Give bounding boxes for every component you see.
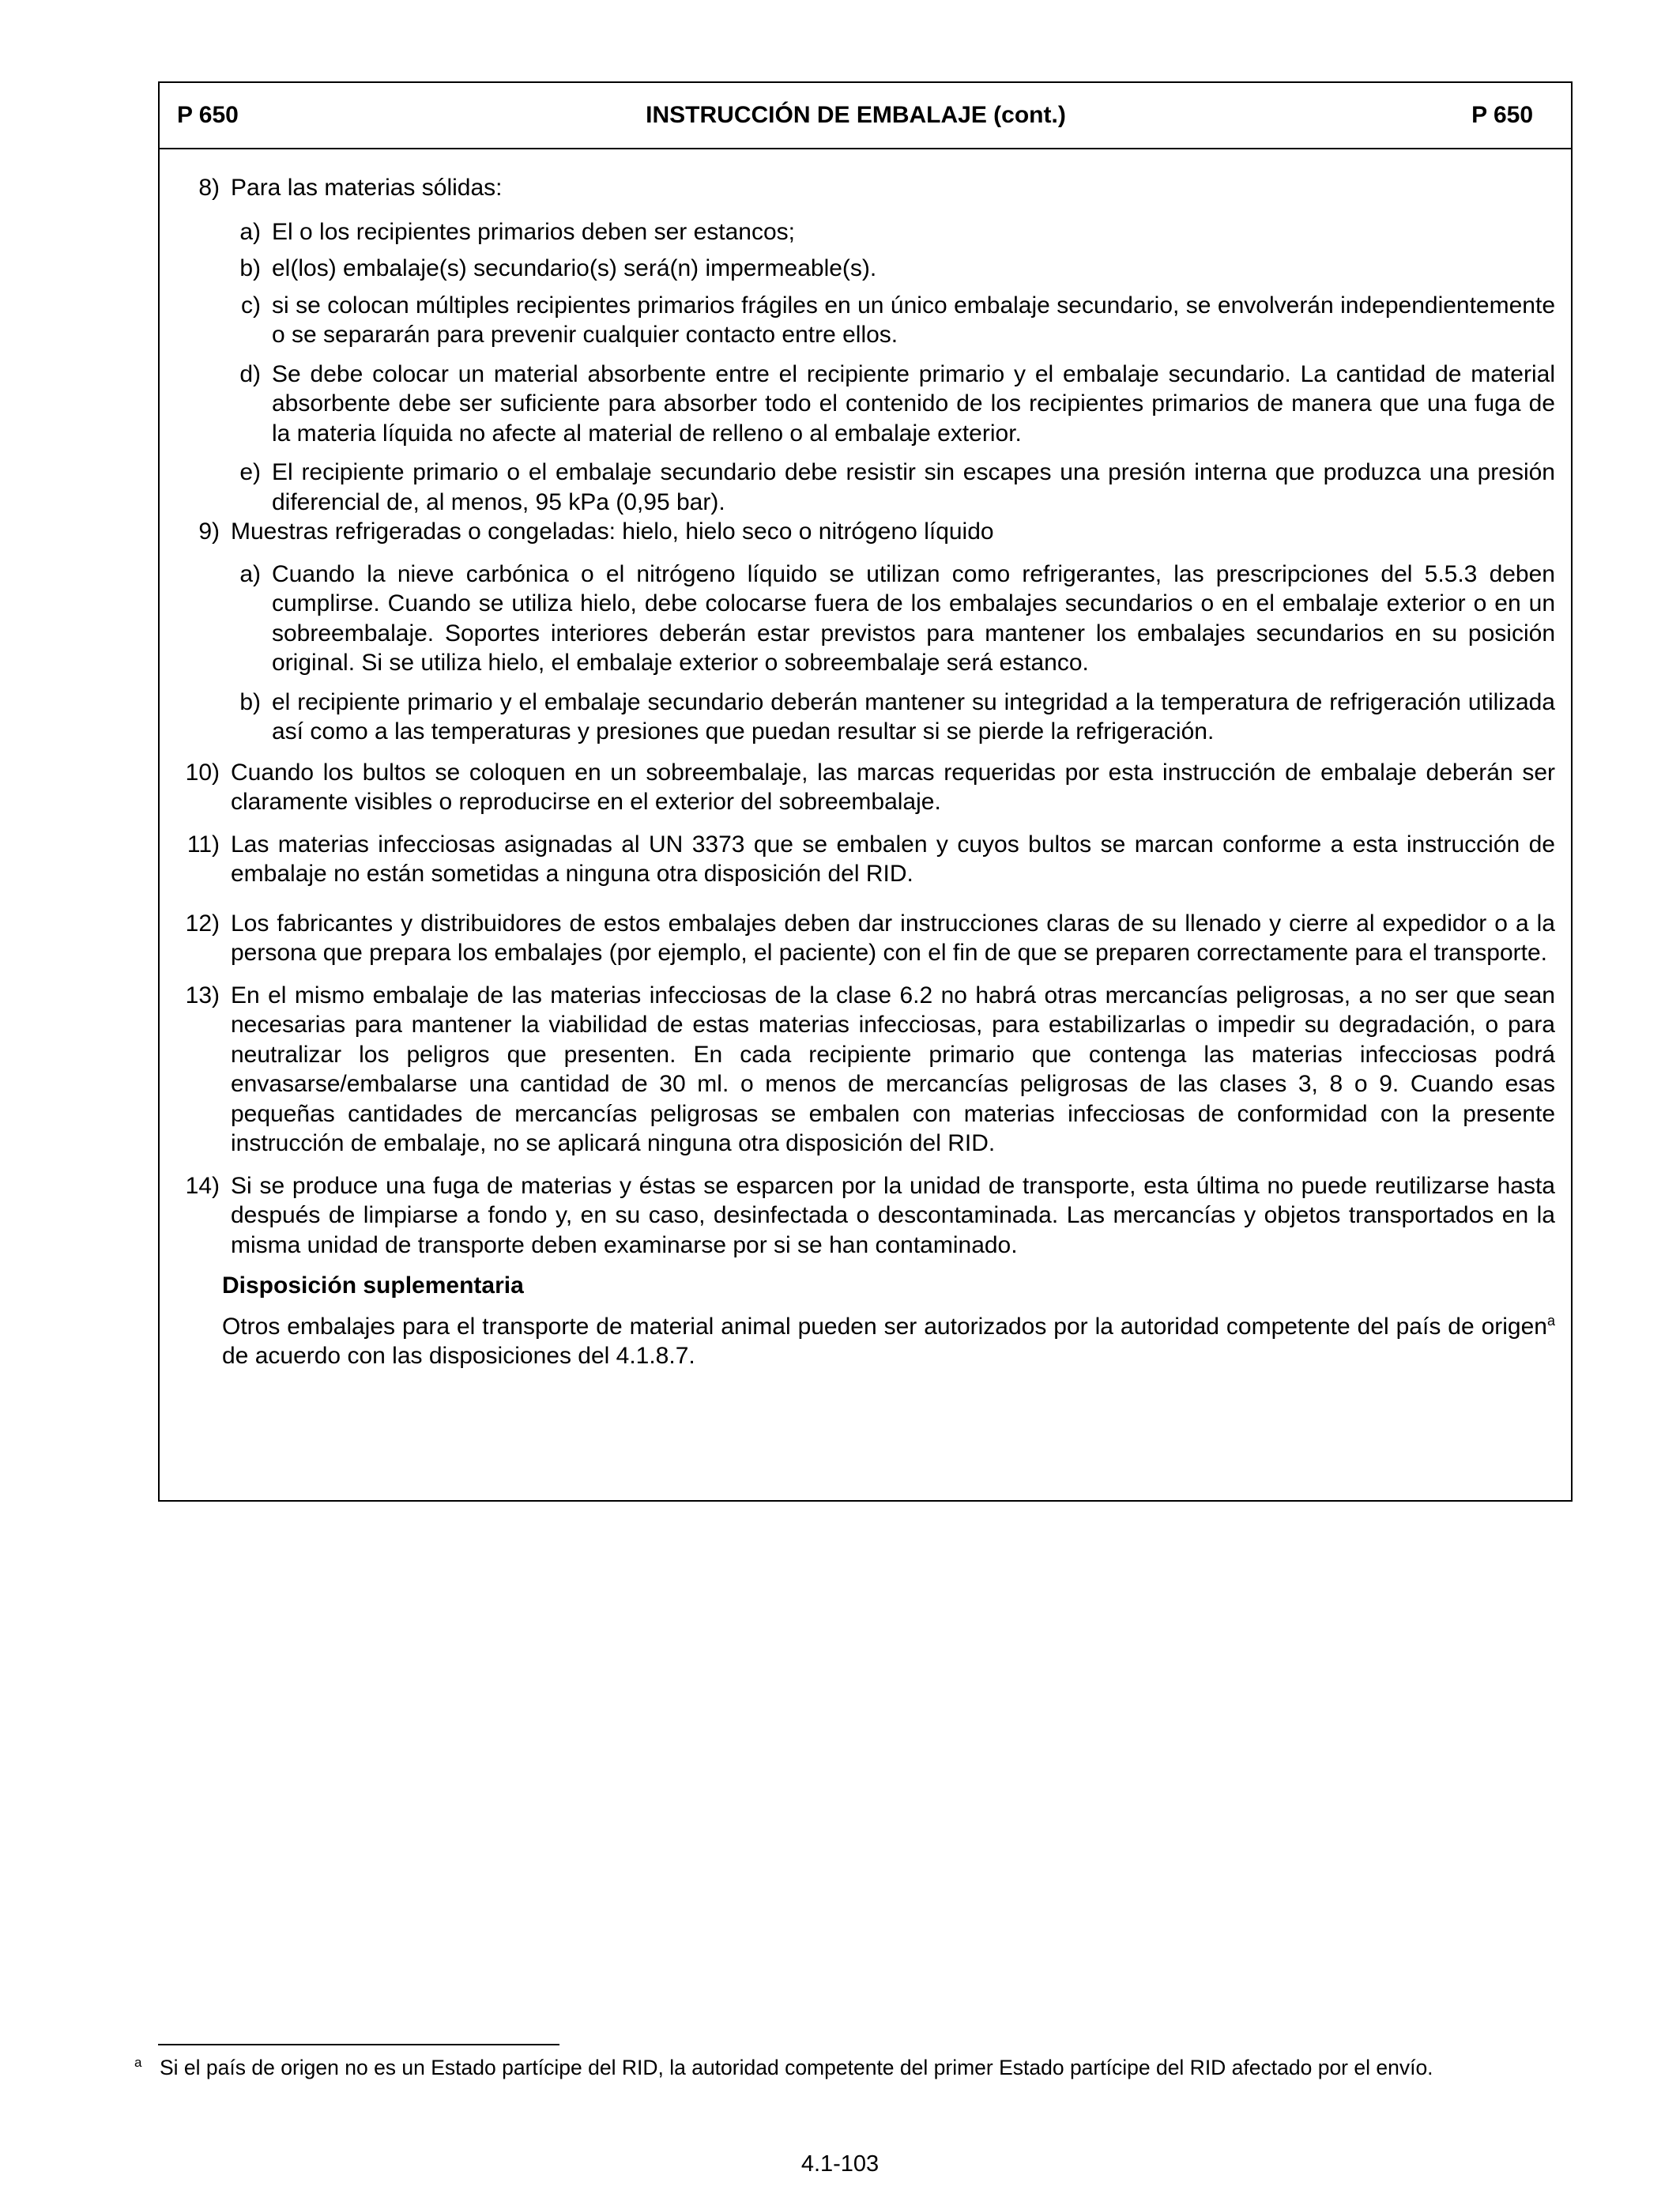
sub-item-letter: c) bbox=[241, 292, 261, 319]
header-code-right: P 650 bbox=[1471, 102, 1533, 128]
sub-item bbox=[231, 458, 1555, 517]
footnote-mark: a bbox=[134, 2055, 142, 2070]
sub-item bbox=[231, 560, 1555, 678]
instruction-body bbox=[177, 173, 1555, 1371]
sub-item-text: El o los recipientes primarios deben ser estancos; bbox=[272, 218, 795, 245]
instruction-frame bbox=[158, 81, 1573, 1502]
item-text: En el mismo embalaje de las materias infecciosas de la clase 6.2 no habrá otras mercancías peligrosas, a no ser que sean necesarias para mantener la viabilidad de estas materias infecciosas, para estabilizarlas o impedir su degradación, o para neutralizar los peligros que presenten. En cada recipiente primario que contenga las materias infecciosas podrá envasarse/embalarse una cantidad de 30 ml. o menos de mercancías peligrosas de las clases 3, 8 o 9. Cuando esas pequeñas cantidades de mercancías peligrosas se embalen con materias infecciosas de conformidad con la presente instrucción de embalaje, no se aplicará ninguna otra disposición del RID. bbox=[231, 982, 1555, 1156]
sub-item bbox=[231, 217, 1555, 247]
sub-item-letter: a) bbox=[239, 218, 261, 245]
sub-item-letter: b) bbox=[239, 255, 261, 281]
supplementary-text-after: de acuerdo con las disposiciones del 4.1.8.7. bbox=[222, 1343, 695, 1369]
footnote-reference: a bbox=[1546, 1312, 1555, 1329]
sub-item-text: el recipiente primario y el embalaje secundario deberán mantener su integridad a la temperatura de refrigeración utilizada así como a las temperaturas y presiones que puedan resultar si se pierde la refrigeración. bbox=[272, 688, 1555, 745]
sub-item-text: Se debe colocar un material absorbente entre el recipiente primario y el embalaje secundario. La cantidad de material absorbente debe ser suficiente para absorber todo el contenido de los recipientes primarios de manera que una fuga de la materia líquida no afecte al material de relleno o al embalaje exterior. bbox=[272, 360, 1555, 447]
list-item bbox=[177, 981, 1555, 1159]
item-text: Si se produce una fuga de materias y éstas se esparcen por la unidad de transporte, esta última no puede reutilizarse hasta después de limpiarse a fondo y, en su caso, desinfectada o descontaminada. Las mercancías y objetos transportados en la misma unidad de transporte deben examinarse por si se han contaminado. bbox=[231, 1172, 1555, 1258]
sub-item bbox=[231, 688, 1555, 747]
sub-item-letter: d) bbox=[239, 360, 261, 387]
item-text: Las materias infecciosas asignadas al UN 3373 que se embalen y cuyos bultos se marcan conforme a esta instrucción de embalaje no están sometidas a ninguna otra disposición del RID. bbox=[231, 831, 1555, 887]
footnote bbox=[134, 2055, 1519, 2080]
list-item bbox=[177, 1171, 1555, 1261]
header-code-left: P 650 bbox=[177, 102, 239, 128]
footnote-text: Si el país de origen no es un Estado partícipe del RID, la autoridad competente del primer Estado partícipe del RID afectado por el envío. bbox=[160, 2056, 1433, 2079]
item-number: 12) bbox=[185, 910, 220, 937]
sub-item bbox=[231, 291, 1555, 350]
header-title: INSTRUCCIÓN DE EMBALAJE (cont.) bbox=[646, 102, 1066, 128]
sub-item-text: El recipiente primario o el embalaje secundario debe resistir sin escapes una presión interna que produzca una presión diferencial de, al menos, 95 kPa (0,95 bar). bbox=[272, 459, 1555, 515]
supplementary-text bbox=[222, 1312, 1555, 1371]
item-number: 13) bbox=[185, 982, 220, 1008]
sub-item bbox=[231, 360, 1555, 449]
supplementary-title: Disposición suplementaria bbox=[222, 1272, 524, 1299]
sub-item-text: el(los) embalaje(s) secundario(s) será(n) impermeable(s). bbox=[272, 255, 877, 281]
item-number: 14) bbox=[185, 1172, 220, 1199]
list-item bbox=[177, 758, 1555, 817]
page-number: 4.1-103 bbox=[800, 2151, 880, 2177]
list-item bbox=[177, 909, 1555, 968]
sub-item-text: si se colocan múltiples recipientes primarios frágiles en un único embalaje secundario, se envolverán independientemente o se separarán para prevenir cualquier contacto entre ellos. bbox=[272, 292, 1555, 348]
footnote-separator bbox=[158, 2044, 559, 2045]
instruction-header bbox=[160, 83, 1571, 149]
item-text: Para las materias sólidas: bbox=[231, 175, 503, 201]
item-text: Los fabricantes y distribuidores de estos embalajes deben dar instrucciones claras de su llenado y cierre al expedidor o a la persona que prepara los embalajes (por ejemplo, el paciente) con el fin de que se preparen correctamente para el transporte. bbox=[231, 910, 1555, 966]
item-text: Muestras refrigeradas o congeladas: hielo, hielo seco o nitrógeno líquido bbox=[231, 518, 994, 545]
sub-item-text: Cuando la nieve carbónica o el nitrógeno líquido se utilizan como refrigerantes, las prescripciones del 5.5.3 deben cumplirse. Cuando se utiliza hielo, debe colocarse fuera de los embalajes secundarios o en el embalaje exterior o en un sobreembalaje. Soportes interiores deberán estar previstos para mantener los embalajes secundarios en su posición original. Si se utiliza hielo, el embalaje exterior o sobreembalaje será estanco. bbox=[272, 560, 1555, 676]
sub-item-letter: a) bbox=[239, 560, 261, 587]
sub-item-letter: b) bbox=[239, 688, 261, 715]
list-item bbox=[177, 517, 1555, 547]
list-item bbox=[177, 173, 1555, 203]
supplementary-text-before: Otros embalajes para el transporte de material animal pueden ser autorizados por la autoridad competente del país de origen bbox=[222, 1313, 1547, 1340]
item-number: 10) bbox=[185, 759, 220, 786]
item-number: 11) bbox=[186, 831, 220, 858]
sub-item-letter: e) bbox=[239, 459, 261, 485]
item-number: 8) bbox=[198, 175, 220, 201]
item-number: 9) bbox=[198, 518, 220, 545]
sub-item bbox=[231, 254, 1555, 284]
list-item bbox=[177, 830, 1555, 889]
item-text: Cuando los bultos se coloquen en un sobreembalaje, las marcas requeridas por esta instrucción de embalaje deberán ser claramente visibles o reproducirse en el exterior del sobreembalaje. bbox=[231, 759, 1555, 815]
